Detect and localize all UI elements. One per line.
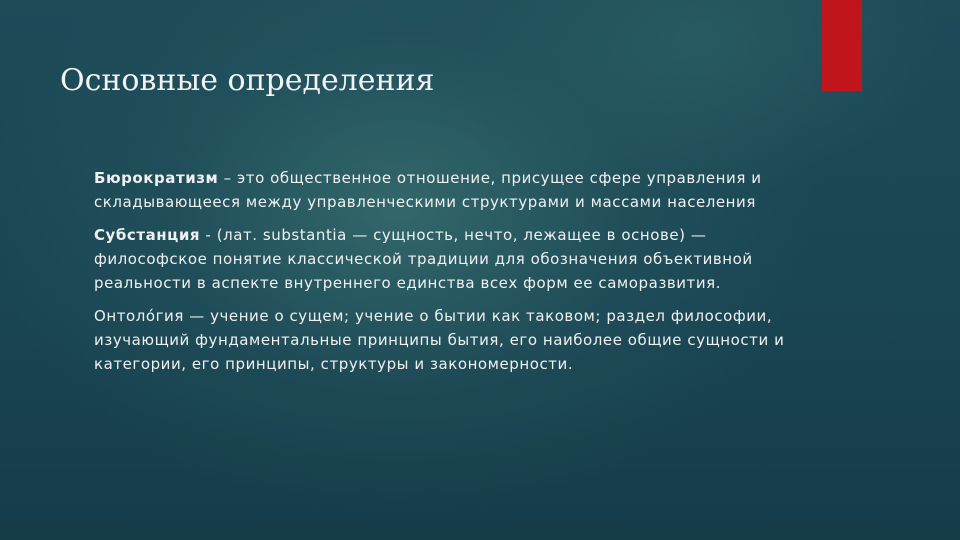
definition-term: Бюрократизм [94, 169, 219, 187]
definition-text: Онтоло́гия — учение о сущем; учение о бытии как таковом; раздел философии, изучающий фундаментальные принципы бытия, его наиболее общие сущности и категории, его принципы, структуры и закономерности. [94, 307, 785, 373]
definition-text: – это общественное отношение, присущее сфере управления и складывающееся между управленческими структурами и массами населения [94, 169, 762, 211]
definition-ontology [94, 304, 794, 376]
definitions-list [94, 166, 794, 385]
definition-text: - (лат. substantia — сущность, нечто, лежащее в основе) — философское понятие классической традиции для обозначения объективной реальности в аспекте внутреннего единства всех форм ее саморазвития. [94, 226, 753, 292]
accent-bar [822, 0, 862, 91]
definition-substance [94, 223, 794, 295]
definition-bureaucratism [94, 166, 794, 214]
slide-title: Основные определения [60, 63, 435, 98]
definition-term: Субстанция [94, 226, 201, 244]
